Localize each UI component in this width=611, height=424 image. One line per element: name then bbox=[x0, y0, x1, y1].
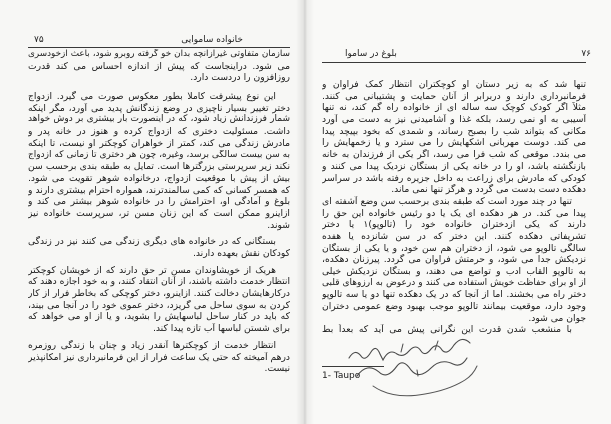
paragraph bbox=[28, 265, 290, 335]
text-line: درهم آمیخته که حتی یک ساعت فرار از این فرمانبرداری نیز امکانپذیر bbox=[28, 351, 290, 363]
text-line: می کند. دوست مهربانی اشکهایش را می سترد و یا زخمهایش را bbox=[322, 137, 586, 149]
text-line: سالگی تالوپو می شود، از دختران هم سن خود، و یا یکی از بستگان bbox=[322, 242, 586, 254]
text-line: انتظار خدمت داشته باشند، از آنان انتقاد کنند، و به خود اجازه دهند که bbox=[28, 276, 290, 288]
text-line: که همسر کسانی که کمی سالمندترند، همواره احترام بیشتری دارند و bbox=[28, 184, 290, 196]
book-gutter bbox=[296, 0, 314, 424]
text-line: انتظار خدمت از کوچکترها آنقدر زیاد و چنان با زندگی روزمره bbox=[28, 339, 276, 351]
text-line: تنها در چند مورد است که طبقه بندی برحسب سن وضع آشفته ای bbox=[322, 195, 572, 207]
text-line: از او برای حفاظت خویش استفاده می کنند و درعوض به آرزوهای قلبی bbox=[322, 277, 586, 288]
text-line: تنها شد که به زیر دستان او کوچکتران انتظار کمک فراوان و bbox=[322, 79, 586, 90]
text-line: روزافزون را دردست دارد. bbox=[190, 72, 290, 84]
text-line: دختر راه می بخشند. اما از آنجا که در یک دهکده تنها دو یا سه تالوپو bbox=[322, 289, 586, 301]
text-line: هریک از خویشاوندان مسن تر حق دارند که از خویشان کوچکتر bbox=[28, 264, 276, 276]
text-line: مکانی که بتواند شب را بصبح رساند، و شمدی که بخود بپیچد پیدا bbox=[322, 125, 586, 137]
text-line: سازمان متفاوتی غیرازآنچه بدان خو گرفته روبرو شود، باعث ازخودسری bbox=[28, 49, 290, 59]
text-line: که باید در کنار ساحل لباسهایش را بشوید، و یا از او می خواهد که bbox=[28, 311, 290, 323]
text-line: دهکده دست بدست می گردد و هرگز تنها نمی ماند. bbox=[391, 184, 586, 196]
text-line: شمار فرزندانش زیاد شود، که در اینصورت بار بیشتری بر دوش خواهد bbox=[28, 114, 290, 125]
text-line: وجود دارد، موقعیت بیمانند تالوپو موجب بهبود وضع عمومی دختران bbox=[322, 301, 586, 313]
header-rule bbox=[28, 47, 290, 48]
running-header: بلوغ در ساموا bbox=[345, 49, 397, 59]
text-line: فرمانبرداری دارند و دربرابر از آنان حمایت و پشتیبانی می کنند. bbox=[322, 90, 586, 102]
handwritten-signature bbox=[343, 336, 488, 410]
text-line: کودکی که مادرش برای زراعت به داخل جزیره رفته باشد در سراسر bbox=[322, 172, 586, 184]
text-line: بلوغ و آمادگی او، احترامش را در خانواده شوهر بیشتر می کند و bbox=[28, 196, 290, 208]
text-line: بستگانی که در خانواده های دیگری زندگی می کنند نیز در زندگی bbox=[28, 236, 276, 248]
text-line: نزدیکش جدا می شود، و حرمتش فراوان می گردد. پیرزنان دهکده، bbox=[322, 254, 586, 266]
text-line: کردن به سوی ساحل می گریزد، دختر عموی خود را در آنجا می بیند، bbox=[28, 299, 290, 311]
text-line: دختر تغییر بسیار ناچیزی در وضع زندگانش پدید می آورد، مگر اینکه bbox=[28, 102, 290, 114]
header-rule bbox=[322, 62, 586, 63]
body-text bbox=[28, 49, 290, 409]
running-header: خانواده ساموایی bbox=[181, 35, 243, 45]
text-line: داشت. مسئولیت دختری که ازدواج کرده و هنوز در خانه پدر و bbox=[28, 126, 290, 138]
paragraph bbox=[28, 236, 290, 259]
text-line: به تالوپو القاب ادب و تواضع می دهند، و بستگان نزدیکش خیلی bbox=[322, 266, 586, 277]
right-page bbox=[305, 0, 611, 424]
text-line: می بندد. موقعی که شب فرا می رسد، اگر یکی از فرزندان به خانه bbox=[322, 149, 586, 161]
text-line: می شود. دراینجاست که پیش از اندازه احساس می کند قدرت bbox=[28, 60, 290, 72]
page-number: ۷۶ bbox=[581, 49, 591, 59]
text-line: مثلاً اگر کودک کوچک سه ساله ای از خانواده راه گم کند، نه تنها bbox=[322, 102, 586, 114]
text-line: جوان می شود. bbox=[528, 312, 586, 324]
paragraph bbox=[28, 91, 290, 231]
left-page bbox=[0, 0, 305, 424]
text-line: کودکان نقش بعهده دارند. bbox=[192, 248, 290, 259]
text-line: تشریفاتی دهکده کنند. این دختر که در سن شانزده یا هفده bbox=[322, 230, 586, 242]
text-line: آسیبی به او نمی رسد، بلکه غذا و آشامیدنی نیز به دست می آورد bbox=[322, 114, 586, 126]
text-line: مادرش زندگی می کند، کمتر از خواهران کوچکتر او نیست، تا اینکه bbox=[28, 137, 290, 149]
paragraph bbox=[322, 324, 586, 336]
paragraph bbox=[322, 79, 586, 196]
text-line: بیش از پیش با موقعیت ازدواج، درخانواده شوهر تقویت می شود. bbox=[28, 172, 290, 184]
footnote: 1- Taupo bbox=[322, 371, 361, 381]
text-line: این نوع پیشرفت کاملا بطور معکوس صورت می گیرد. ازدواج bbox=[28, 91, 276, 103]
page-number: ۷۵ bbox=[34, 35, 44, 45]
body-text bbox=[322, 79, 586, 349]
text-line: نیست. bbox=[264, 363, 290, 375]
text-line: برای شستن لباسها آب تازه پیدا کند. bbox=[152, 323, 290, 335]
text-line: دارند که یکی ازدختران خانواده خود را (تالوپو)۱ یا دختر bbox=[322, 219, 586, 231]
text-line: شوند. bbox=[267, 219, 290, 231]
text-line: نکند زیر سرپرستی بزرگترها است. تمایل به طبقه بندی برحسب سن bbox=[28, 161, 290, 173]
paragraph bbox=[322, 196, 586, 325]
paragraph bbox=[28, 340, 290, 375]
text-line: بازنگشته باشد، او را در خانه یکی از بستگان نزدیک پیدا می کنند و bbox=[322, 160, 586, 172]
text-line: درکارهایشان دخالت کنند. ازاینرو، دختر کوچکی که بخاطر فرار از کار bbox=[28, 288, 290, 300]
text-line: پیدا می کند. در هر دهکده ای یک یا دو رئیس خانواده این حق را bbox=[322, 207, 586, 219]
text-line: به سن بیست سالگی برسد، وغیره، چون هر دختری تا زمانی که ازدواج bbox=[28, 149, 290, 160]
paragraph bbox=[28, 49, 290, 84]
text-line: با منشعب شدن قدرت این نگرانی پیش می آید که بعداً بط bbox=[322, 324, 572, 336]
text-line: ازاینرو ممکن است که این زنان مسن تر، سرپرست خانواده نیز bbox=[28, 207, 290, 219]
